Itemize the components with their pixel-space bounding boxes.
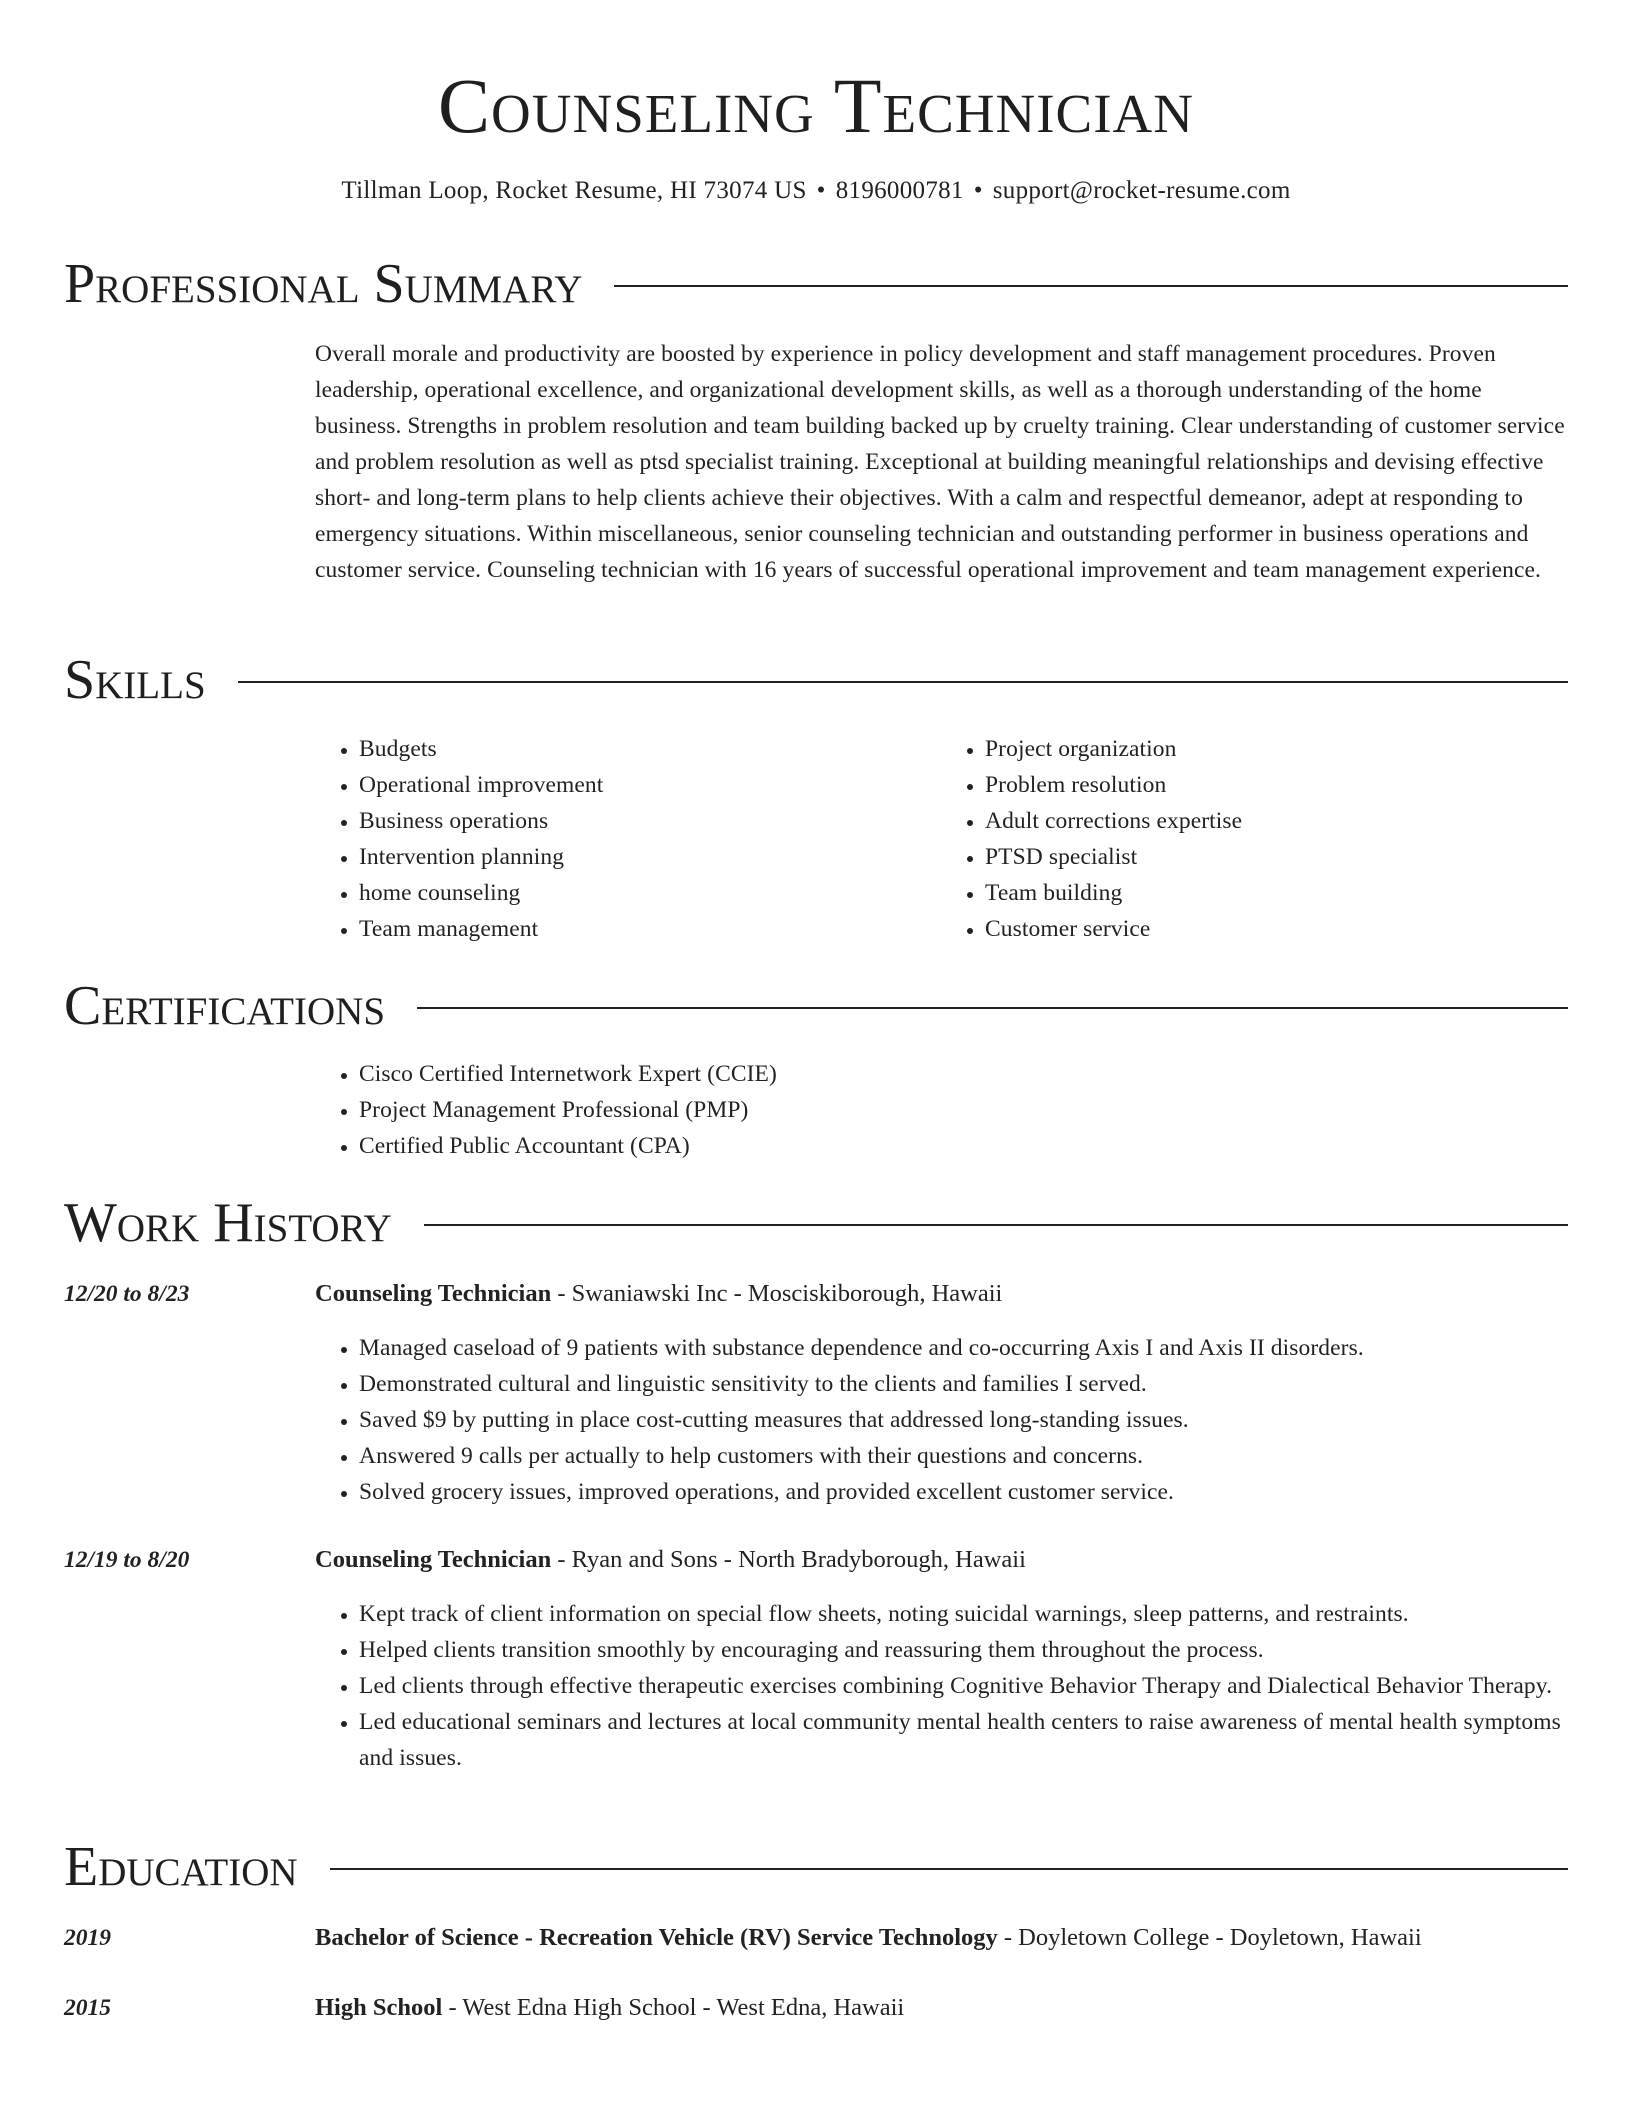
job-dates: 12/19 to 8/20	[64, 1547, 190, 1573]
education-line	[315, 1920, 1567, 1956]
education-title: Education	[64, 1836, 298, 1898]
work-title: Work History	[64, 1192, 392, 1254]
section-divider	[417, 1007, 1568, 1009]
contact-email: support@rocket-resume.com	[992, 177, 1291, 204]
skills-list-right	[941, 731, 1567, 947]
skill-item: • Project organization	[985, 731, 1567, 767]
job-employer: - Swaniawski Inc - Mosciskiborough, Hawaii	[551, 1280, 1003, 1307]
job-bullet: • Saved $9 by putting in place cost-cutting measures that addressed long-standing issues.	[359, 1402, 1567, 1438]
job-duties	[315, 1596, 1567, 1776]
skills-list-left	[315, 731, 941, 947]
contact-address: Tillman Loop, Rocket Resume, HI 73074 US	[341, 177, 807, 204]
job-bullet: • Led clients through effective therapeutic exercises combining Cognitive Behavior Therapy and Dialectical Behavior Therapy.	[359, 1668, 1567, 1704]
skills-body	[315, 731, 1567, 947]
job-bullet: • Helped clients transition smoothly by encouraging and reassuring them throughout the process.	[359, 1632, 1567, 1668]
summary-text: Overall morale and productivity are boosted by experience in policy development and staff management procedures. Proven leadership, operational excellence, and organizational development skills, as well as a thorough understanding of the home business. Strengths in problem resolution and team building backed up by cruelty training. Clear understanding of customer service and problem resolution as well as ptsd specialist training. Exceptional at building meaningful relationships and devising effective short- and long-term plans to help clients achieve their objectives. With a calm and respectful demeanor, adept at responding to emergency situations. Within miscellaneous, senior counseling technician and outstanding performer in business operations and customer service. Counseling technician with 16 years of successful operational improvement and team management experience.	[315, 341, 1565, 583]
job-role: Counseling Technician	[315, 1546, 552, 1573]
section-divider	[614, 285, 1568, 287]
skills-header	[64, 648, 1568, 712]
resume-name: Counseling Technician	[438, 62, 1194, 149]
contact-separator: •	[816, 177, 826, 204]
education-header	[64, 1835, 1568, 1899]
contact-phone: 8196000781	[835, 177, 964, 204]
contact-separator: •	[973, 177, 983, 204]
skill-item: • home counseling	[359, 875, 941, 911]
job-employer: - Ryan and Sons - North Bradyborough, Hawaii	[551, 1546, 1026, 1573]
skill-item: • Adult corrections expertise	[985, 803, 1567, 839]
certifications-list	[315, 1056, 1567, 1164]
certifications-title: Certifications	[64, 975, 386, 1037]
certification-item: • Certified Public Accountant (CPA)	[359, 1128, 1567, 1164]
skill-item: • Operational improvement	[359, 767, 941, 803]
certifications-header	[64, 974, 1568, 1038]
job-title-line	[315, 1542, 1567, 1578]
job-bullet: • Answered 9 calls per actually to help customers with their questions and concerns.	[359, 1438, 1567, 1474]
section-divider	[330, 1868, 1568, 1870]
job-bullet: • Solved grocery issues, improved operations, and provided excellent customer service.	[359, 1474, 1567, 1510]
job-bullet: • Kept track of client information on special flow sheets, noting suicidal warnings, sleep patterns, and restraints.	[359, 1596, 1567, 1632]
job-bullets	[315, 1330, 1567, 1510]
education-year: 2015	[64, 1995, 111, 2021]
job-duties	[315, 1330, 1567, 1510]
summary-header	[64, 252, 1568, 316]
certification-item: • Project Management Professional (PMP)	[359, 1092, 1567, 1128]
skill-item: • Team management	[359, 911, 941, 947]
education-line	[315, 1990, 1567, 2026]
job-role: Counseling Technician	[315, 1280, 552, 1307]
skill-item: • Problem resolution	[985, 767, 1567, 803]
skill-item: • PTSD specialist	[985, 839, 1567, 875]
skill-item: • Budgets	[359, 731, 941, 767]
job-title-line	[315, 1276, 1567, 1312]
section-divider	[238, 681, 1568, 683]
education-school: - West Edna High School - West Edna, Hawaii	[442, 1994, 905, 2021]
job-bullet: • Managed caseload of 9 patients with substance dependence and co-occurring Axis I and Axis II disorders.	[359, 1330, 1567, 1366]
job-bullets	[315, 1596, 1567, 1776]
work-header	[64, 1191, 1568, 1255]
certification-item: • Cisco Certified Internetwork Expert (CCIE)	[359, 1056, 1567, 1092]
certifications-body	[315, 1056, 1567, 1164]
summary-title: Professional Summary	[64, 253, 583, 315]
education-year: 2019	[64, 1925, 111, 1951]
summary-body	[315, 336, 1567, 588]
job-dates: 12/20 to 8/23	[64, 1281, 190, 1307]
job-bullet: • Demonstrated cultural and linguistic sensitivity to the clients and families I served.	[359, 1366, 1567, 1402]
skill-item: • Team building	[985, 875, 1567, 911]
skill-item: • Intervention planning	[359, 839, 941, 875]
section-divider	[424, 1224, 1568, 1226]
skill-item: • Customer service	[985, 911, 1567, 947]
job-bullet: • Led educational seminars and lectures at local community mental health centers to raise awareness of mental health symptoms and issues.	[359, 1704, 1567, 1776]
education-degree: High School	[315, 1994, 443, 2021]
skill-item: • Business operations	[359, 803, 941, 839]
education-school: - Doyletown College - Doyletown, Hawaii	[997, 1924, 1422, 1951]
contact-line	[64, 174, 1568, 208]
skills-title: Skills	[64, 649, 206, 711]
education-degree: Bachelor of Science - Recreation Vehicle (RV) Service Technology	[315, 1924, 998, 1951]
